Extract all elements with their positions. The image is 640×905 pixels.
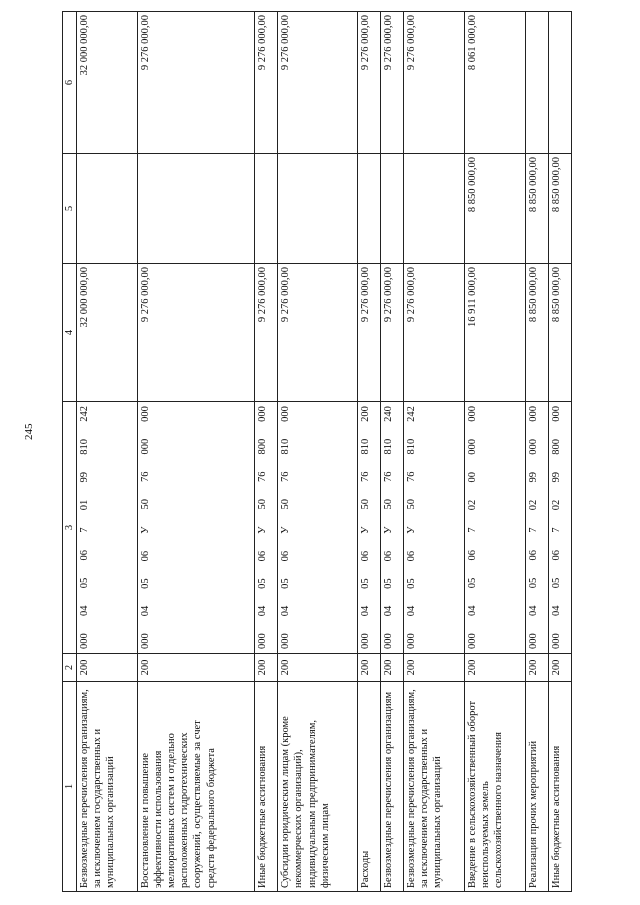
budget-code-part: 810 bbox=[383, 438, 395, 455]
budget-code-part: 242 bbox=[406, 406, 418, 422]
amount-col5-cell: 8 850 000,00 bbox=[525, 154, 548, 264]
budget-code-part: 76 bbox=[383, 471, 395, 482]
budget-code-part: 99 bbox=[550, 472, 562, 483]
admin-code-cell: 200 bbox=[548, 654, 571, 682]
budget-code-part: 04 bbox=[139, 605, 151, 617]
budget-code-part: 04 bbox=[280, 605, 292, 617]
table-row bbox=[357, 12, 380, 892]
amount-col5-cell bbox=[255, 154, 278, 264]
amount-col4-cell: 8 850 000,00 bbox=[525, 264, 548, 402]
budget-code-part: 76 bbox=[280, 471, 292, 482]
row-name-cell: Иные бюджетные ассигнования bbox=[255, 682, 278, 892]
budget-code-part: 05 bbox=[280, 578, 292, 589]
budget-code-part: 000 bbox=[139, 438, 151, 455]
budget-code-part: 06 bbox=[383, 550, 395, 562]
budget-code-part: 06 bbox=[139, 550, 151, 562]
budget-code-part: 000 bbox=[527, 439, 539, 455]
budget-code-part: 04 bbox=[406, 605, 418, 617]
budget-code-part: 05 bbox=[257, 578, 269, 589]
budget-code-cell bbox=[278, 402, 358, 654]
budget-code-part: 7 bbox=[466, 527, 478, 533]
amount-col6-cell: 32 000 000,00 bbox=[77, 12, 138, 154]
admin-code-cell: 200 bbox=[404, 654, 465, 682]
column-number: 4 bbox=[63, 264, 77, 402]
column-number: 1 bbox=[63, 682, 77, 892]
budget-code-part: 04 bbox=[257, 605, 269, 617]
row-name-cell: Безвозмездные перечисления организациям, за исключением государственных и муниципальных организаций bbox=[404, 682, 465, 892]
amount-col5-cell bbox=[77, 154, 138, 264]
budget-code-part: 810 bbox=[79, 439, 91, 455]
budget-code-part: 000 bbox=[79, 633, 91, 649]
budget-code-part: У bbox=[406, 526, 418, 534]
amount-col6-cell: 9 276 000,00 bbox=[404, 12, 465, 154]
budget-code-part: У bbox=[383, 526, 395, 534]
amount-col5-cell bbox=[381, 154, 404, 264]
budget-code-cell bbox=[255, 402, 278, 654]
column-number: 2 bbox=[63, 654, 77, 682]
table-row bbox=[77, 12, 138, 892]
table-row bbox=[381, 12, 404, 892]
budget-code-part: 04 bbox=[383, 605, 395, 617]
budget-code-part: 000 bbox=[550, 406, 562, 422]
budget-code-part: 04 bbox=[527, 605, 539, 616]
budget-code bbox=[382, 405, 395, 650]
budget-code-part: 06 bbox=[527, 550, 539, 561]
budget-code-part: 02 bbox=[550, 499, 562, 511]
row-name-cell: Введение в сельскохозяйственный оборот неиспользуемых земель сельскохозяйственного назначения bbox=[464, 682, 525, 892]
table-row bbox=[278, 12, 358, 892]
budget-code-part: 00 bbox=[466, 472, 478, 483]
amount-col4-cell: 9 276 000,00 bbox=[278, 264, 358, 402]
amount-col4-cell: 9 276 000,00 bbox=[357, 264, 380, 402]
budget-code-part: 000 bbox=[280, 633, 292, 649]
amount-col4-cell: 9 276 000,00 bbox=[404, 264, 465, 402]
budget-code-part: 05 bbox=[550, 577, 562, 589]
budget-code bbox=[527, 405, 540, 650]
budget-table bbox=[62, 11, 572, 892]
amount-col6-cell: 8 061 000,00 bbox=[464, 12, 525, 154]
budget-code-part: 800 bbox=[257, 438, 269, 455]
amount-col5-cell bbox=[404, 154, 465, 264]
row-name-cell: Иные бюджетные ассигнования bbox=[548, 682, 571, 892]
amount-col5-cell: 8 850 000,00 bbox=[464, 154, 525, 264]
amount-col5-cell bbox=[357, 154, 380, 264]
budget-code-part: 000 bbox=[406, 633, 418, 649]
amount-col6-cell: 9 276 000,00 bbox=[278, 12, 358, 154]
budget-code-part: 02 bbox=[527, 499, 539, 511]
column-number: 3 bbox=[63, 402, 77, 654]
budget-code-part: 50 bbox=[383, 498, 395, 510]
budget-code-part: У bbox=[359, 526, 371, 534]
budget-code-part: 06 bbox=[79, 550, 91, 561]
budget-code-part: 06 bbox=[280, 550, 292, 562]
budget-code-part: 242 bbox=[79, 406, 91, 422]
budget-code-part: 000 bbox=[527, 406, 539, 422]
budget-code-cell bbox=[404, 402, 465, 654]
column-number-row bbox=[63, 12, 77, 892]
budget-code-part: 04 bbox=[466, 605, 478, 616]
amount-col4-cell: 8 850 000,00 bbox=[548, 264, 571, 402]
budget-code-part: 99 bbox=[79, 472, 91, 483]
budget-code-cell bbox=[548, 402, 571, 654]
amount-col4-cell: 9 276 000,00 bbox=[381, 264, 404, 402]
budget-code bbox=[405, 405, 418, 650]
budget-table-container bbox=[62, 12, 572, 892]
budget-code-part: 06 bbox=[550, 550, 562, 561]
budget-code-part: У bbox=[280, 526, 292, 534]
amount-col5-cell bbox=[278, 154, 358, 264]
row-name-cell: Безвозмездные перечисления организациям, за исключением государственных и муниципальных организаций bbox=[77, 682, 138, 892]
budget-code-part: 50 bbox=[257, 498, 269, 510]
budget-code-part: 000 bbox=[280, 406, 292, 422]
budget-code-part: 7 bbox=[550, 527, 562, 533]
budget-code-cell bbox=[525, 402, 548, 654]
row-name-cell: Расходы bbox=[357, 682, 380, 892]
budget-code-part: 06 bbox=[466, 550, 478, 561]
budget-code-cell bbox=[357, 402, 380, 654]
amount-col6-cell bbox=[548, 12, 571, 154]
budget-code-part: 76 bbox=[139, 471, 151, 482]
admin-code-cell: 200 bbox=[357, 654, 380, 682]
table-row bbox=[548, 12, 571, 892]
budget-code-part: 04 bbox=[550, 605, 562, 616]
table-row bbox=[404, 12, 465, 892]
budget-code-part: 810 bbox=[359, 438, 371, 455]
amount-col4-cell: 32 000 000,00 bbox=[77, 264, 138, 402]
admin-code-cell: 200 bbox=[255, 654, 278, 682]
amount-col6-cell: 9 276 000,00 bbox=[357, 12, 380, 154]
budget-code-part: 02 bbox=[466, 499, 478, 511]
budget-code-part: 76 bbox=[406, 471, 418, 482]
budget-code bbox=[256, 405, 269, 650]
admin-code-cell: 200 bbox=[137, 654, 254, 682]
budget-code-cell bbox=[137, 402, 254, 654]
budget-code-part: 06 bbox=[359, 550, 371, 562]
budget-code bbox=[78, 405, 91, 650]
budget-code-part: 000 bbox=[139, 406, 151, 422]
amount-col4-cell: 9 276 000,00 bbox=[255, 264, 278, 402]
budget-code-part: 04 bbox=[359, 605, 371, 617]
budget-code-part: 50 bbox=[359, 498, 371, 510]
admin-code-cell: 200 bbox=[525, 654, 548, 682]
budget-code-part: 50 bbox=[406, 498, 418, 510]
table-row bbox=[137, 12, 254, 892]
amount-col4-cell: 16 911 000,00 bbox=[464, 264, 525, 402]
budget-code-part: 800 bbox=[550, 439, 562, 455]
amount-col6-cell bbox=[525, 12, 548, 154]
page-number: 245 bbox=[23, 423, 35, 440]
budget-code-part: 05 bbox=[406, 578, 418, 589]
budget-code-part: 200 bbox=[359, 406, 371, 422]
budget-code bbox=[466, 405, 479, 650]
budget-code bbox=[550, 405, 563, 650]
admin-code-cell: 200 bbox=[77, 654, 138, 682]
budget-code-part: 05 bbox=[359, 578, 371, 589]
budget-code-part: 05 bbox=[79, 577, 91, 589]
budget-code-part: У bbox=[139, 526, 151, 534]
budget-code-part: 04 bbox=[79, 605, 91, 616]
budget-code-part: 000 bbox=[383, 633, 395, 649]
budget-code bbox=[279, 405, 292, 650]
row-name-cell: Безвозмездные перечисления организациям bbox=[381, 682, 404, 892]
budget-code-part: 810 bbox=[406, 438, 418, 455]
budget-code-part: 7 bbox=[527, 527, 539, 533]
table-row bbox=[255, 12, 278, 892]
budget-code-part: 05 bbox=[139, 578, 151, 589]
budget-code-part: 50 bbox=[139, 498, 151, 510]
admin-code-cell: 200 bbox=[464, 654, 525, 682]
budget-code bbox=[139, 405, 152, 650]
budget-code-part: 01 bbox=[79, 499, 91, 511]
row-name-cell: Субсидии юридическим лицам (кроме некоммерческих организаций), индивидуальным предпринимателям, физическим лицам bbox=[278, 682, 358, 892]
budget-code-part: 76 bbox=[359, 471, 371, 482]
budget-code-part: У bbox=[257, 526, 269, 534]
amount-col5-cell: 8 850 000,00 bbox=[548, 154, 571, 264]
budget-code-part: 06 bbox=[406, 550, 418, 562]
budget-code-part: 000 bbox=[550, 633, 562, 649]
column-number: 6 bbox=[63, 12, 77, 154]
amount-col6-cell: 9 276 000,00 bbox=[137, 12, 254, 154]
budget-code-part: 000 bbox=[466, 633, 478, 649]
amount-col5-cell bbox=[137, 154, 254, 264]
amount-col4-cell: 9 276 000,00 bbox=[137, 264, 254, 402]
budget-code-part: 000 bbox=[257, 633, 269, 649]
budget-code-part: 7 bbox=[79, 527, 91, 533]
budget-code-cell bbox=[381, 402, 404, 654]
budget-code-part: 000 bbox=[527, 633, 539, 649]
admin-code-cell: 200 bbox=[278, 654, 358, 682]
table-row bbox=[464, 12, 525, 892]
budget-code-cell bbox=[464, 402, 525, 654]
budget-code-part: 000 bbox=[466, 439, 478, 455]
budget-code-part: 76 bbox=[257, 471, 269, 482]
column-number: 5 bbox=[63, 154, 77, 264]
budget-code-part: 000 bbox=[359, 633, 371, 649]
budget-code-part: 810 bbox=[280, 438, 292, 455]
budget-code-part: 50 bbox=[280, 498, 292, 510]
budget-code-part: 06 bbox=[257, 550, 269, 562]
budget-code-part: 05 bbox=[383, 578, 395, 589]
row-name-cell: Реализация прочих мероприятий bbox=[525, 682, 548, 892]
budget-code-cell bbox=[77, 402, 138, 654]
admin-code-cell: 200 bbox=[381, 654, 404, 682]
budget-code-part: 99 bbox=[527, 472, 539, 483]
budget-code-part: 240 bbox=[383, 406, 395, 422]
table-row bbox=[525, 12, 548, 892]
row-name-cell: Восстановление и повышение эффективности использования мелиоративных систем и отдельно расположенных гидротехнических сооружений, осуществляемые за счет средств федерального бюджета bbox=[137, 682, 254, 892]
budget-code-part: 000 bbox=[139, 633, 151, 649]
budget-code-part: 05 bbox=[466, 577, 478, 589]
amount-col6-cell: 9 276 000,00 bbox=[255, 12, 278, 154]
amount-col6-cell: 9 276 000,00 bbox=[381, 12, 404, 154]
budget-code-part: 000 bbox=[257, 406, 269, 422]
budget-code bbox=[359, 405, 372, 650]
budget-code-part: 000 bbox=[466, 406, 478, 422]
budget-code-part: 05 bbox=[527, 577, 539, 589]
